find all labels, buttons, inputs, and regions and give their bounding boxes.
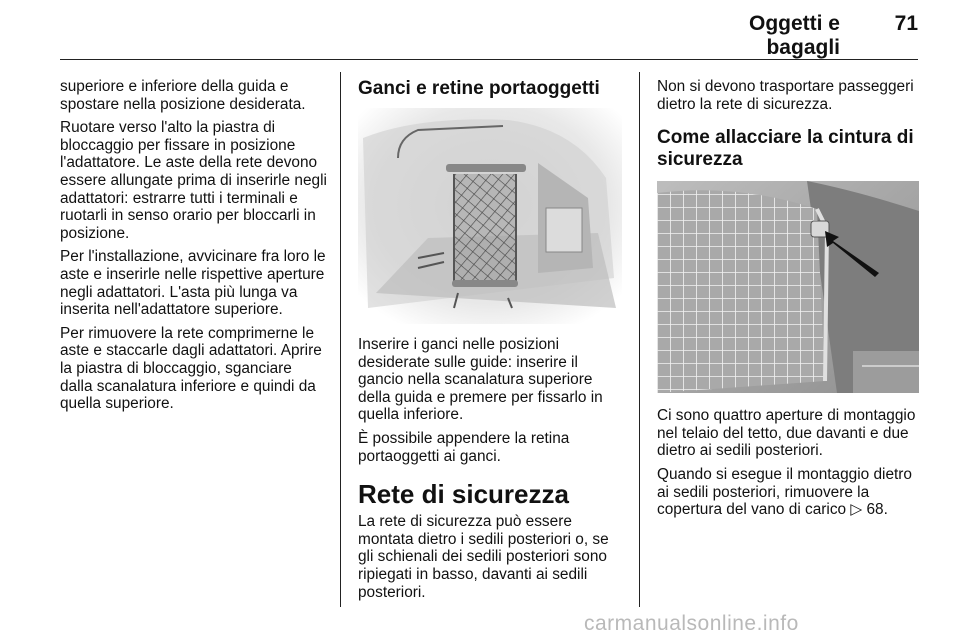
column-1 <box>60 78 328 419</box>
paragraph <box>657 466 925 519</box>
paragraph: La rete di sicurezza può essere montata dietro i sedili posteriori o, se gli schienali dei sedili posteriori sono ripiegati in basso, davanti ai sedili posteriori. <box>358 513 609 601</box>
page-number: 71 <box>894 12 918 35</box>
column-divider-1 <box>340 72 341 607</box>
column-divider-2 <box>639 72 640 607</box>
paragraph-text: Quando si esegue il montaggio dietro ai sedili posteriori, rimuovere la copertura del vano di carico <box>657 465 912 519</box>
section-title: Oggetti e bagagli <box>748 12 840 59</box>
heading-fasten: Come allacciare la cintura di sicurezza <box>657 127 914 171</box>
heading-cargo-net: Ganci e retine portaoggetti <box>358 78 600 99</box>
cargo-net-illustration <box>358 108 622 324</box>
paragraph: Ruotare verso l'alto la piastra di bloccaggio per fissare in posizione l'adattatore. Le aste della rete devono essere allungate prima di inserirle negli adattatori: estrarre tutti i terminali e ruotarli in senso orario per bloccarli in posizione. <box>60 119 327 242</box>
page-ref-number[interactable]: 68. <box>866 501 888 519</box>
header-rule <box>60 59 918 60</box>
paragraph: Per rimuovere la rete comprimerne le aste e staccarle dagli adattatori. Aprire la piastra di bloccaggio, sganciare dalla scanalatura inferiore e quindi da quella superiore. <box>60 324 322 413</box>
heading-safety-net: Rete di sicurezza <box>358 479 569 510</box>
watermark: carmanualsonline.info <box>584 612 799 635</box>
column-3 <box>657 78 925 525</box>
paragraph: Non si devono trasportare passeggeri dietro la rete di sicurezza. <box>657 78 914 113</box>
column-2 <box>358 78 626 607</box>
paragraph: Ci sono quattro aperture di montaggio nel telaio del tetto, due davanti e due dietro ai sedili posteriori. <box>657 407 916 460</box>
paragraph: Inserire i ganci nelle posizioni desiderate sulle guide: inserire il gancio nella scanalatura superiore della guida e premere per fissarlo in quella inferiore. <box>358 336 603 424</box>
paragraph: superiore e inferiore della guida e spostare nella posizione desiderata. <box>60 78 306 113</box>
page-ref-arrow-icon: ▷ <box>850 501 863 519</box>
paragraph: È possibile appendere la retina portaoggetti ai ganci. <box>358 429 570 465</box>
safety-net-illustration <box>657 181 919 393</box>
paragraph: Per l'installazione, avvicinare fra loro le aste e inserirle nelle rispettive aperture negli adattatori. L'asta più lunga va inserita nell'adattatore superiore. <box>60 248 326 319</box>
